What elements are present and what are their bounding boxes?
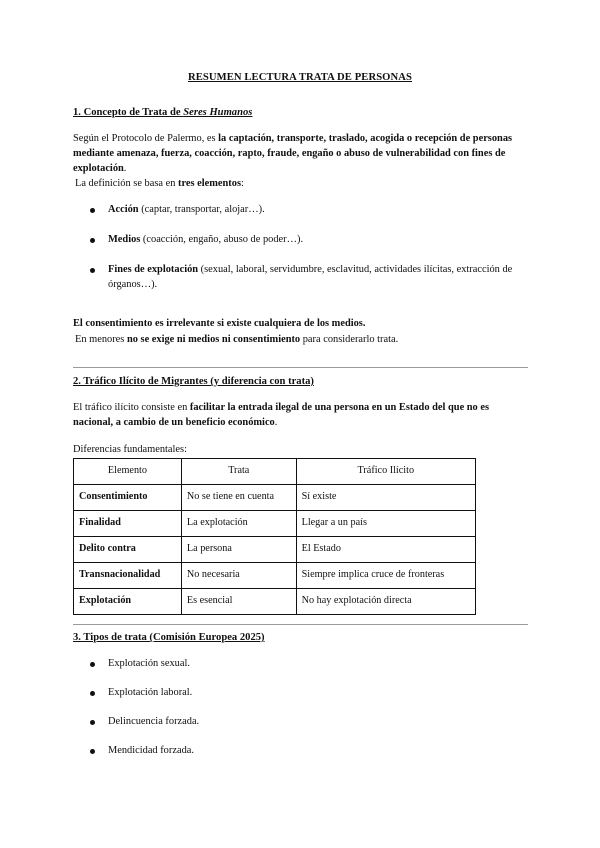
trafficking-types-list (90, 656, 530, 758)
table-cell: Siempre implica cruce de fronteras (296, 563, 475, 589)
column-header: Tráfico Ilícito (296, 459, 475, 485)
definition-bold: tres elementos (178, 178, 241, 189)
row-label: Consentimiento (74, 485, 182, 511)
section1-heading-text: 1. Concepto de Trata de (73, 107, 184, 118)
table-cell: El Estado (296, 537, 475, 563)
element-label: Fines de explotación (108, 264, 199, 276)
table-cell: Es esencial (181, 589, 296, 615)
table-cell: No necesaria (181, 563, 296, 589)
table-cell: Llegar a un país (296, 511, 475, 537)
element-text: (captar, transportar, alojar…). (138, 204, 265, 215)
section2-intro-end: . (274, 417, 278, 429)
section3-heading: 3. Tipos de trata (Comisión Europea 2025) (73, 632, 265, 643)
row-label: Explotación (74, 589, 182, 615)
table-row (74, 511, 476, 537)
element-label: Acción (108, 204, 139, 215)
row-label: Finalidad (74, 511, 182, 537)
minors-note (73, 332, 530, 347)
document-title: RESUMEN LECTURA TRATA DE PERSONAS (187, 72, 413, 83)
divider (73, 367, 528, 368)
section2-heading: 2. Tráfico Ilícito de Migrantes (y diferencia con trata) (73, 376, 314, 387)
section1-intro-bold: la captación, transporte, traslado, acogida o recepción de personas mediante amenaza, fuerza, coacción, rapto, fraude, engaño o abuso de vulnerabilidad con fines de explotación (73, 133, 513, 175)
definition-text: La definición se basa en (75, 178, 178, 189)
list-item: Mendicidad forzada. (90, 743, 530, 758)
section2-intro-bold: facilitar la entrada ilegal de una persona en un Estado del que no es nacional, a cambio de un beneficio económico (73, 402, 490, 429)
table-cell: La explotación (181, 511, 296, 537)
table-row (74, 485, 476, 511)
definition-end: : (241, 178, 244, 189)
section1-definition (73, 176, 530, 191)
list-item: Explotación sexual. (90, 656, 530, 671)
divider (73, 624, 528, 625)
element-text: (coacción, engaño, abuso de poder…). (140, 234, 304, 246)
list-item (90, 202, 530, 217)
section1-intro-text: Según el Protocolo de Palermo, es (73, 133, 219, 144)
elements-list (90, 202, 530, 292)
minors-bold: no se exige ni medios ni consentimiento (126, 334, 301, 345)
table-cell: No se tiene en cuenta (181, 485, 296, 511)
list-item (90, 262, 530, 292)
section1-intro (73, 131, 528, 176)
differences-label: Diferencias fundamentales: (73, 444, 187, 455)
table-cell: Sí existe (296, 485, 475, 511)
table-header-row (74, 459, 476, 485)
section2-intro (73, 400, 528, 430)
row-label: Delito contra (74, 537, 182, 563)
section1-heading (73, 105, 252, 120)
table-row (74, 537, 476, 563)
differences-table (73, 458, 476, 615)
minors-text: En menores (75, 334, 127, 345)
list-item: Explotación laboral. (90, 685, 530, 700)
column-header: Elemento (74, 459, 182, 485)
column-header: Trata (181, 459, 296, 485)
element-label: Medios (108, 234, 141, 246)
section1-intro-end: . (123, 163, 127, 175)
row-label: Transnacionalidad (74, 563, 182, 589)
table-cell: No hay explotación directa (296, 589, 475, 615)
element-text: (sexual, laboral, servidumbre, esclavitud, actividades ilícitas, extracción de órganos…). (108, 264, 513, 291)
section2-intro-text: El tráfico ilícito consiste en (73, 402, 190, 413)
list-item (90, 232, 530, 247)
consent-note: El consentimiento es irrelevante si existe cualquiera de los medios. (73, 318, 366, 329)
list-item: Delincuencia forzada. (90, 714, 530, 729)
table-cell: La persona (181, 537, 296, 563)
section1-heading-italic: Seres Humanos (183, 107, 253, 118)
table-row (74, 563, 476, 589)
table-row (74, 589, 476, 615)
minors-end: para considerarlo trata. (300, 334, 399, 345)
